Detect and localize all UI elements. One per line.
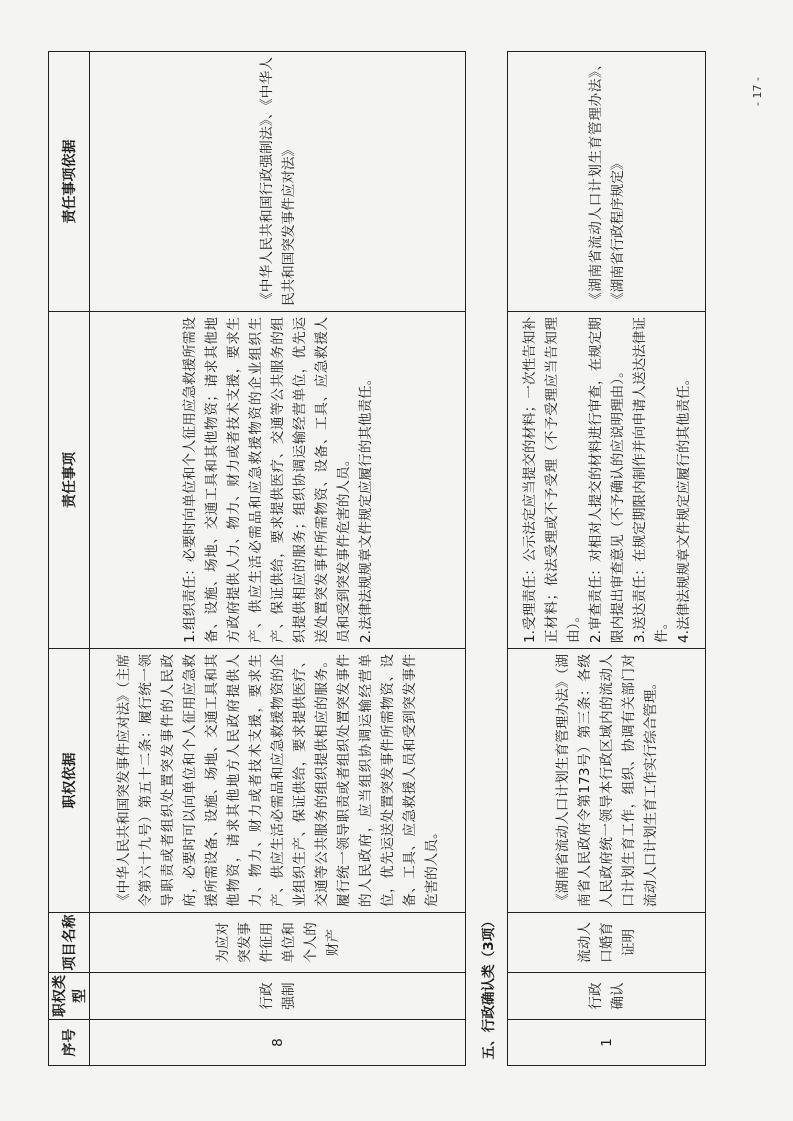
header-num: 序号 — [49, 1020, 90, 1066]
row8-duty-1: 1.组织责任：必要时向单位和个人征用应急救援所需设备、设施、场地、交通工具和其他物资；请求其他地方政府提供人力、物力、财力或者技术支援，要求生产、供应生活必需品和应急救援物资的企业组织生产、保证供给，要求提供医疗、交通等公共服务的组织提供相应的服务；组织协调运输经营单位，优先运送处置突发事件所需物资、设备、工具、应急救援人员和受到突发事件危害的人员。 — [181, 317, 352, 643]
header-name: 项目名称 — [49, 913, 90, 973]
row8-resp: 《中华人民共和国行政强制法》、《中华人民共和国突发事件应对法》 — [90, 52, 466, 312]
row8-duty-2: 2.法律法规规章文件规定应履行的其他责任。 — [357, 371, 374, 643]
row1-num: 1 — [508, 1020, 706, 1066]
table-row — [508, 52, 706, 1066]
duty-list-table — [48, 51, 706, 1066]
row1-type: 行政确认 — [508, 973, 706, 1020]
row1-duty-3: 3.送达责任：在规定期限内制作并向申请人送达法律证件。 — [631, 317, 670, 643]
table-row — [90, 52, 466, 1066]
header-resp: 责任事项依据 — [49, 52, 90, 312]
row8-num: 8 — [90, 1020, 466, 1066]
header-basis: 职权依据 — [49, 649, 90, 913]
row1-basis: 《湖南省流动人口计划生育管理办法》（湖南省人民政府令第173号）第三条：各级人民政府统一领导本行政区域内的流动人口计划生育工作，组织、协调有关部门对流动人口计划生育工作实行综合管理。 — [508, 649, 706, 913]
row8-basis: 《中华人民共和国突发事件应对法》（主席令第六十九号）第五十二条：履行统一领导职责或者组织处置突发事件的人民政府，必要时可以向单位和个人征用应急救援所需设备、设施、场地、交通工具和其他物资，请求其他地方人民政府提供人力、物力、财力或者技术支援，要求生产、供应生活必需品和应急救援物资的企业组织生产、保证供给，要求提供医疗、交通等公共服务的组织提供相应的服务。履行统一领导职责或者组织处置突发事件的人民政府，应当组织协调运输经营单位，优先运送处置突发事件所需物资、设备、工具、应急救援人员和受到突发事件危害的人员。 — [90, 649, 466, 913]
row1-resp: 《湖南省流动人口计划生育管理办法》、《湖南省行政程序规定》 — [508, 52, 706, 312]
row1-duty — [508, 312, 706, 649]
section-title: 五、行政确认类（3项） — [466, 52, 508, 1066]
row8-type: 行政强制 — [90, 973, 466, 1020]
row8-name: 为应对突发事件征用单位和个人的财产 — [90, 913, 466, 973]
header-duty: 责任事项 — [49, 312, 90, 649]
rotated-page-content — [48, 52, 693, 1066]
row8-duty — [90, 312, 466, 649]
row1-name: 流动人口婚育证明 — [508, 913, 706, 973]
table-header-row — [49, 52, 90, 1066]
row1-duty-2: 2.审查责任：对相对人提交的材料进行审查，在规定期限内提出审查意见（不予确认的应说明理由）。 — [587, 317, 626, 643]
section-heading-row — [466, 52, 508, 1066]
page-number: - 17 - — [751, 77, 764, 107]
header-type: 职权类型 — [49, 973, 90, 1020]
row1-duty-4: 4.法律法规规章文件规定应履行的其他责任。 — [675, 371, 692, 643]
row1-duty-1: 1.受理责任：公示法定应当提交的材料；一次性告知补正材料；依法受理或不予受理（不予受理应当告知理由）。 — [521, 317, 582, 643]
